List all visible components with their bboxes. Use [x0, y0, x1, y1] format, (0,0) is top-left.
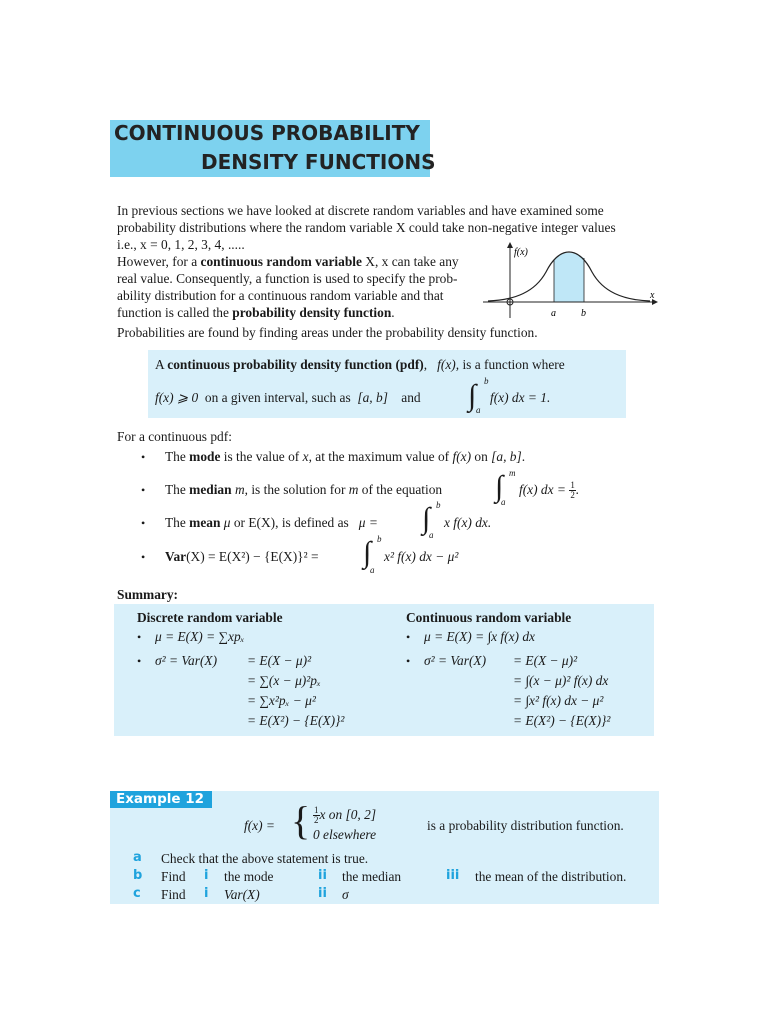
- example-case-2: 0 elsewhere: [313, 827, 377, 842]
- part-c-i-text: Var(X): [224, 887, 260, 902]
- intro-line-1: In previous sections we have looked at discrete random variables and have examined some: [117, 203, 604, 218]
- summary-heading: Summary:: [117, 587, 178, 602]
- mean-upper-limit: b: [436, 500, 441, 510]
- median-upper-limit: m: [509, 468, 516, 478]
- example-case-1: $\frac{1}{2}$ x on [0, 2]: [314, 805, 377, 826]
- part-c-ii: ii: [318, 886, 327, 901]
- graph-b-label: b: [581, 308, 586, 319]
- discrete-variance-step-4: = E(X²) − {E(X)}²: [247, 713, 345, 728]
- intro-line-8: Probabilities are found by finding areas under the probability density function.: [117, 325, 538, 340]
- graph-a-label: a: [551, 308, 556, 319]
- pdf-heading: For a continuous pdf:: [117, 429, 232, 444]
- mean-lower-limit: a: [429, 530, 434, 540]
- median-lower-limit: a: [501, 497, 506, 507]
- graph-x-label: x: [650, 290, 655, 301]
- definition-integrand: f(x) dx = 1.: [490, 390, 551, 405]
- example-statement: is a probability distribution function.: [427, 818, 624, 833]
- intro-line-7: function is called the probability density function.: [117, 305, 395, 320]
- part-b-i-text: the mode: [224, 869, 274, 884]
- integral-lower-limit: a: [476, 405, 481, 415]
- pdf-bell-curve-graph: [480, 240, 660, 322]
- bullet: •: [406, 654, 411, 668]
- discrete-variance-step-1: = E(X − μ)²: [247, 653, 312, 668]
- bullet: •: [406, 630, 411, 644]
- pdf-mean-line: The mean μ or E(X), is defined as μ =: [165, 515, 378, 530]
- continuous-variance-step-4: = E(X²) − {E(X)}²: [513, 713, 611, 728]
- intro-line-3: i.e., x = 0, 1, 2, 3, 4, .....: [117, 237, 245, 252]
- continuous-variance-step-3: = ∫x² f(x) dx − μ²: [513, 693, 604, 708]
- part-b-letter: b: [133, 868, 143, 883]
- part-b-iii: iii: [446, 868, 460, 883]
- page-title-line-1: CONTINUOUS PROBABILITY: [114, 121, 420, 145]
- bullet: •: [141, 550, 146, 564]
- part-b-ii-text: the median: [342, 869, 402, 884]
- variance-integral-sign: ∫: [363, 536, 372, 569]
- continuous-variance-step-1: = E(X − μ)²: [513, 653, 578, 668]
- variance-upper-limit: b: [377, 534, 382, 544]
- shaded-area: [554, 253, 584, 302]
- intro-line-6: ability distribution for a continuous random variable and that: [117, 288, 444, 303]
- part-c-find: Find: [161, 887, 186, 902]
- example-tag: Example 12: [110, 791, 212, 808]
- example-fx: f(x) =: [244, 818, 275, 833]
- intro-line-4: However, for a continuous random variable X, x can take any: [117, 254, 459, 269]
- integral-upper-limit: b: [484, 376, 489, 386]
- bullet: •: [137, 654, 142, 668]
- median-integrand: f(x) dx = $\frac{1}{2}$ .: [519, 480, 580, 501]
- discrete-mean: μ = E(X) = ∑xpₓ: [155, 629, 245, 644]
- page-title-line-2: DENSITY FUNCTIONS: [201, 150, 436, 174]
- continuous-heading: Continuous random variable: [406, 610, 572, 625]
- bullet: •: [141, 450, 146, 464]
- part-c-ii-text: σ: [342, 887, 349, 902]
- discrete-variance-step-2: = ∑(x − μ)²pₓ: [247, 673, 321, 688]
- part-b-iii-text: the mean of the distribution.: [475, 869, 627, 884]
- discrete-variance-step-3: = ∑x²pₓ − μ²: [247, 693, 316, 708]
- part-a-letter: a: [133, 850, 142, 865]
- bullet: •: [141, 516, 146, 530]
- variance-integrand: x² f(x) dx − μ²: [384, 549, 459, 564]
- discrete-variance-label: σ² = Var(X): [155, 653, 218, 668]
- part-b-i: i: [204, 868, 209, 883]
- graph-y-label: f(x): [514, 247, 528, 258]
- continuous-mean: μ = E(X) = ∫x f(x) dx: [424, 629, 535, 644]
- pdf-variance-line: Var(X) = E(X²) − {E(X)}² =: [165, 549, 319, 564]
- variance-lower-limit: a: [370, 565, 375, 575]
- median-integral-sign: ∫: [495, 470, 504, 503]
- intro-line-2: probability distributions where the random variable X could take non-negative integer values: [117, 220, 616, 235]
- intro-line-5: real value. Consequently, a function is used to specify the prob-: [117, 271, 458, 286]
- definition-line-2: f(x) ⩾ 0 on a given interval, such as [a, b] and: [155, 390, 421, 405]
- mean-integrand: x f(x) dx.: [444, 515, 492, 530]
- part-a-text: Check that the above statement is true.: [161, 851, 369, 866]
- pdf-median-line: The median m, is the solution for m of the equation: [165, 482, 443, 497]
- definition-line-1: A continuous probability density function (pdf), f(x), is a function where: [155, 357, 565, 372]
- mean-integral-sign: ∫: [422, 502, 431, 535]
- continuous-variance-label: σ² = Var(X): [424, 653, 487, 668]
- part-c-letter: c: [133, 886, 141, 901]
- integral-sign: ∫: [468, 379, 477, 412]
- piecewise-brace: {: [291, 798, 311, 843]
- bullet: •: [137, 630, 142, 644]
- part-b-find: Find: [161, 869, 186, 884]
- bullet: •: [141, 483, 146, 497]
- part-b-ii: ii: [318, 868, 327, 883]
- part-c-i: i: [204, 886, 209, 901]
- pdf-mode-line: The mode is the value of x, at the maximum value of f(x) on [a, b].: [165, 449, 526, 464]
- discrete-heading: Discrete random variable: [137, 610, 283, 625]
- continuous-variance-step-2: = ∫(x − μ)² f(x) dx: [513, 673, 609, 688]
